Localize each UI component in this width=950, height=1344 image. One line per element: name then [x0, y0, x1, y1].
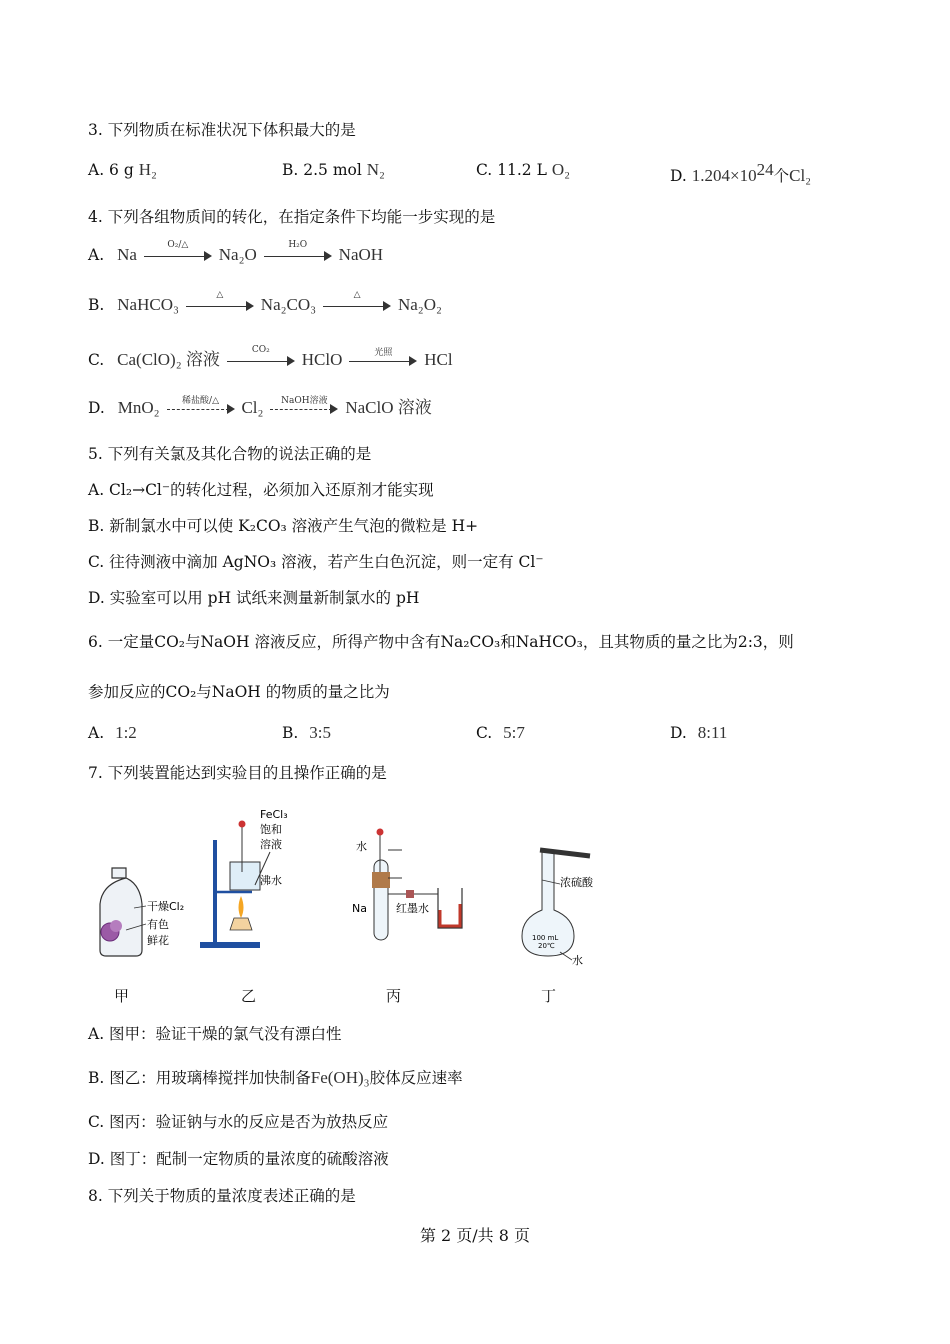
reaction-arrow: 稀盐酸/△ — [167, 400, 235, 418]
svg-text:水: 水 — [572, 954, 583, 967]
svg-text:饱和: 饱和 — [260, 823, 282, 836]
q7-option-b[interactable]: B. 图乙：用玻璃棒搅拌加快制备Fe(OH)₃胶体反应速率 — [88, 1068, 463, 1087]
svg-text:鲜花: 鲜花 — [147, 934, 169, 947]
svg-text:干燥Cl₂: 干燥Cl₂ — [147, 900, 185, 913]
reaction-arrow: CO₂ — [227, 352, 295, 370]
q7-apparatus-figure — [90, 800, 610, 1005]
q5-option-a[interactable]: A. Cl₂→Cl⁻的转化过程，必须加入还原剂才能实现 — [88, 481, 434, 499]
q5-option-c[interactable]: C. 往待测液中滴加 AgNO₃ 溶液，若产生白色沉淀，则一定有 Cl⁻ — [88, 553, 544, 571]
reaction-arrow: △ — [186, 297, 254, 315]
apparatus-ding — [522, 850, 594, 967]
q5-stem: 5. 下列有关氯及其化合物的说法正确的是 — [88, 445, 372, 463]
page-footer: 第 2 页/共 8 页 — [419, 1226, 531, 1245]
svg-text:20℃: 20℃ — [538, 942, 555, 950]
svg-text:红墨水: 红墨水 — [396, 902, 429, 915]
figure-label-bing: 丙 — [386, 987, 402, 1005]
q3-option-d[interactable]: D. $1.204\times 10^{24}$个Cl₂ — [670, 160, 812, 186]
q7-option-c[interactable]: C. 图丙：验证钠与水的反应是否为放热反应 — [88, 1113, 389, 1131]
q8-stem: 8. 下列关于物质的量浓度表述正确的是 — [88, 1187, 356, 1205]
svg-text:100 mL: 100 mL — [532, 934, 559, 942]
q4-option-b[interactable]: B. NaHCO₃ △ Na₂CO₃ △ Na₂O₂ — [88, 290, 442, 314]
q7-option-a[interactable]: A. 图甲：验证干燥的氯气没有漂白性 — [88, 1025, 342, 1043]
q4-option-a[interactable]: A. Na O₂/△ Na₂O H₂O NaOH — [88, 240, 384, 264]
reaction-arrow: △ — [323, 297, 391, 315]
q6-stem-line2: 参加反应的CO₂与NaOH 的物质的量之比为 — [88, 683, 390, 701]
apparatus-yi — [200, 808, 288, 948]
svg-text:水: 水 — [356, 840, 367, 853]
reaction-arrow: 光照 — [349, 352, 417, 370]
q4-option-c[interactable]: C. Ca(ClO)₂ 溶液 CO₂ HClO 光照 HCl — [88, 345, 453, 369]
apparatus-jia — [100, 868, 184, 956]
svg-text:沸水: 沸水 — [260, 874, 282, 887]
reaction-arrow: H₂O — [264, 247, 332, 265]
q3-option-a[interactable]: A. 6 g H₂ — [88, 160, 157, 179]
q7-option-d[interactable]: D. 图丁：配制一定物质的量浓度的硫酸溶液 — [88, 1150, 389, 1168]
q4-stem: 4. 下列各组物质间的转化，在指定条件下均能一步实现的是 — [88, 208, 496, 226]
apparatus-bing — [352, 829, 462, 941]
q3-option-b[interactable]: B. 2.5 mol N₂ — [282, 160, 385, 179]
reaction-arrow: O₂/△ — [144, 247, 212, 265]
svg-text:Na: Na — [352, 902, 367, 915]
figure-label-yi: 乙 — [241, 987, 257, 1005]
svg-text:浓硫酸: 浓硫酸 — [560, 876, 593, 889]
q3-stem: 3. 下列物质在标准状况下体积最大的是 — [88, 121, 356, 139]
q7-stem: 7. 下列装置能达到实验目的且操作正确的是 — [88, 764, 387, 782]
reaction-arrow: NaOH溶液 — [270, 400, 338, 418]
q4-option-d[interactable]: D. MnO₂ 稀盐酸/△ Cl₂ NaOH溶液 NaClO 溶液 — [88, 396, 432, 417]
q3-option-c[interactable]: C. 11.2 L O₂ — [476, 160, 571, 179]
q6-option-b[interactable]: B. 3:5 — [282, 723, 331, 742]
q5-option-b[interactable]: B. 新制氯水中可以使 K₂CO₃ 溶液产生气泡的微粒是 H+ — [88, 517, 479, 535]
q6-option-c[interactable]: C. 5:7 — [476, 723, 525, 742]
figure-label-ding: 丁 — [541, 987, 557, 1005]
svg-text:溶液: 溶液 — [260, 838, 282, 851]
q5-option-d[interactable]: D. 实验室可以用 pH 试纸来测量新制氯水的 pH — [88, 589, 420, 607]
svg-text:FeCl₃: FeCl₃ — [260, 808, 288, 821]
q6-stem-line1: 6. 一定量CO₂与NaOH 溶液反应，所得产物中含有Na₂CO₃和NaHCO₃，且其物质的量之比为2:3，则 — [88, 633, 794, 651]
svg-text:有色: 有色 — [147, 918, 169, 931]
q6-option-d[interactable]: D. 8:11 — [670, 723, 728, 742]
q6-option-a[interactable]: A. 1:2 — [88, 723, 137, 742]
figure-label-jia: 甲 — [114, 987, 130, 1005]
